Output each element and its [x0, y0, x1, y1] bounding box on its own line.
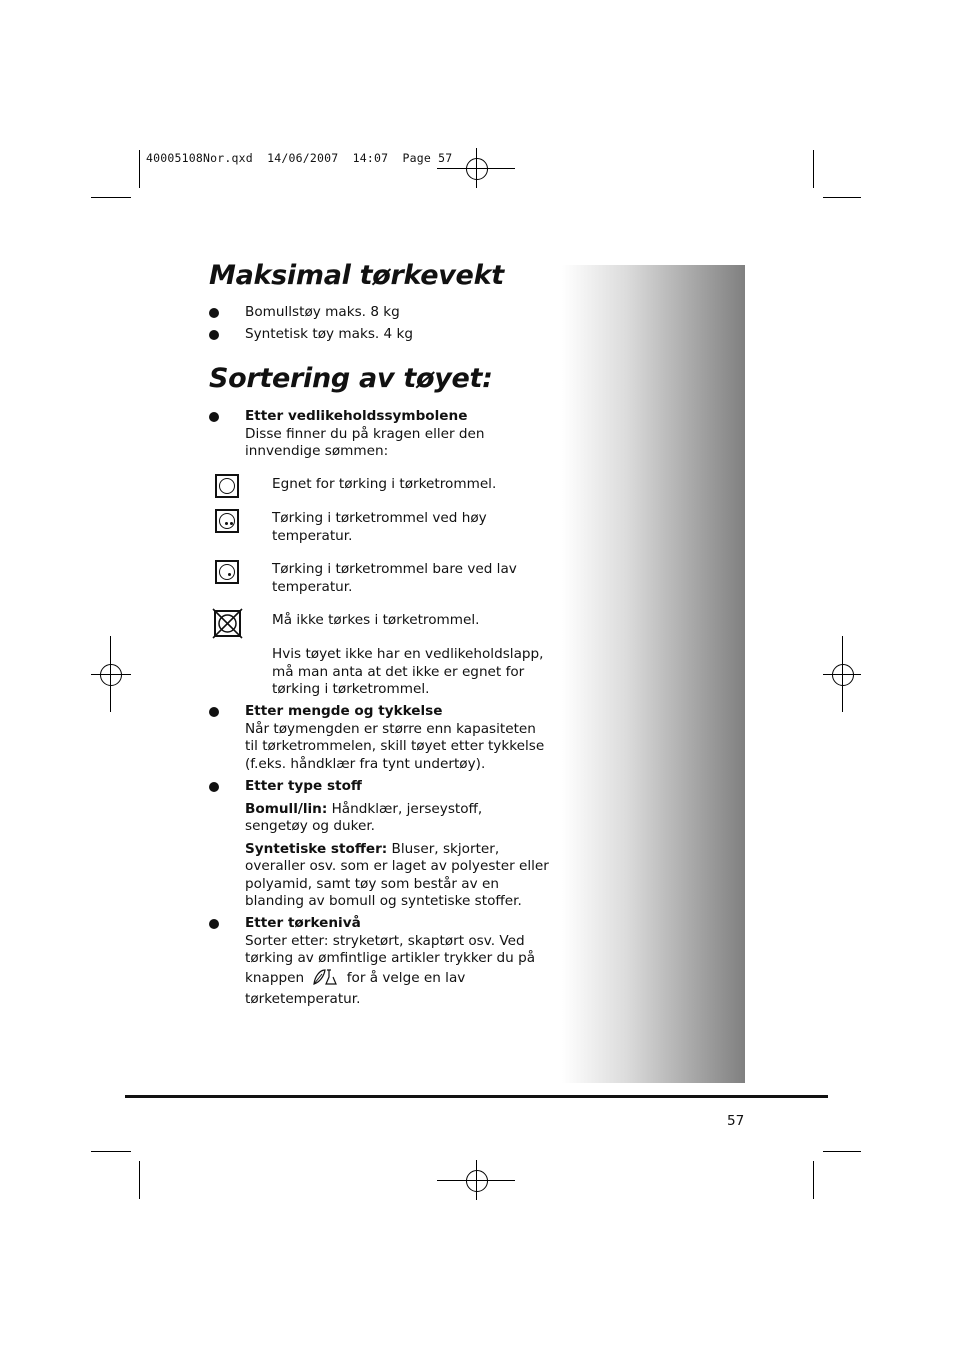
tumble-dry-high-icon [215, 509, 239, 533]
cotton-text: Håndklær, jerseystoff, sengetøy og duker. [245, 800, 483, 834]
section-title-sorting: Sortering av tøyet: [209, 363, 493, 394]
max-load-item: Bomullstøy maks. 8 kg [245, 304, 400, 320]
slug-line: 40005108Nor.qxd 14/06/2007 14:07 Page 57 [146, 151, 453, 165]
cotton-label: Bomull/lin: [245, 800, 328, 817]
care-text: Disse finner du på kragen eller den innvendige sømmen: [245, 425, 485, 459]
amount-heading: Etter mengde og tykkelse [245, 703, 443, 719]
page-number: 57 [727, 1113, 745, 1129]
dryness-paragraph [245, 933, 545, 1009]
amount-block [245, 703, 550, 773]
synthetic-text: Bluser, skjorter, overaller osv. som er laget av polyester eller polyamid, samt tøy som består av en blanding av bomull og syntetiske stoffer. [245, 840, 549, 909]
fabric-heading: Etter type stoff [245, 778, 362, 794]
dryness-heading: Etter tørkenivå [245, 915, 361, 931]
delicate-low-temp-icon [312, 968, 338, 992]
crop-mark [91, 197, 131, 198]
crop-mark [813, 1161, 814, 1199]
dryness-block [245, 915, 545, 1009]
bullet-icon [209, 330, 219, 340]
tumble-dry-icon [215, 474, 239, 498]
symbol-description: Egnet for tørking i tørketrommel. [272, 476, 497, 492]
bullet-icon [209, 308, 219, 318]
care-block [245, 408, 565, 461]
fabric-block [245, 778, 550, 911]
care-heading: Etter vedlikeholdssymbolene [245, 408, 468, 424]
max-load-item: Syntetisk tøy maks. 4 kg [245, 326, 414, 342]
section-title-max-load: Maksimal tørkevekt [209, 260, 504, 291]
side-band [562, 265, 745, 1083]
crop-mark [823, 1151, 861, 1152]
bullet-icon [209, 707, 219, 717]
dryness-text-after: for å velge en lav tørketemperatur. [245, 969, 466, 1007]
bullet-icon [209, 412, 219, 422]
care-note: Hvis tøyet ikke har en vedlikeholdslapp, må man anta at det ikke er egnet for tørking i tørketrommel. [272, 646, 544, 697]
footer-rule [125, 1095, 828, 1098]
synthetic-paragraph [245, 841, 550, 911]
crop-mark [823, 197, 861, 198]
symbol-description: Må ikke tørkes i tørketrommel. [272, 612, 480, 628]
symbol-description: Tørking i tørketrommel ved høy temperatur. [272, 510, 487, 544]
crop-mark [813, 150, 814, 188]
synthetic-label: Syntetiske stoffer: [245, 840, 388, 857]
crop-mark [139, 1161, 140, 1199]
dryness-text: Sorter etter: stryketørt, skaptørt osv. Ved tørking av ømfintlige artikler trykker du på knappen [245, 932, 536, 986]
tumble-dry-low-icon [215, 560, 239, 584]
do-not-tumble-dry-icon [212, 608, 243, 639]
crop-mark [91, 1151, 131, 1152]
cotton-paragraph [245, 801, 540, 836]
bullet-icon [209, 919, 219, 929]
symbol-description: Tørking i tørketrommel bare ved lav temperatur. [272, 561, 517, 595]
amount-text: Når tøymengden er større enn kapasiteten til tørketrommelen, skill tøyet etter tykkelse (f.eks. håndklær fra tynt undertøy). [245, 720, 545, 772]
crop-mark [139, 150, 140, 188]
bullet-icon [209, 782, 219, 792]
